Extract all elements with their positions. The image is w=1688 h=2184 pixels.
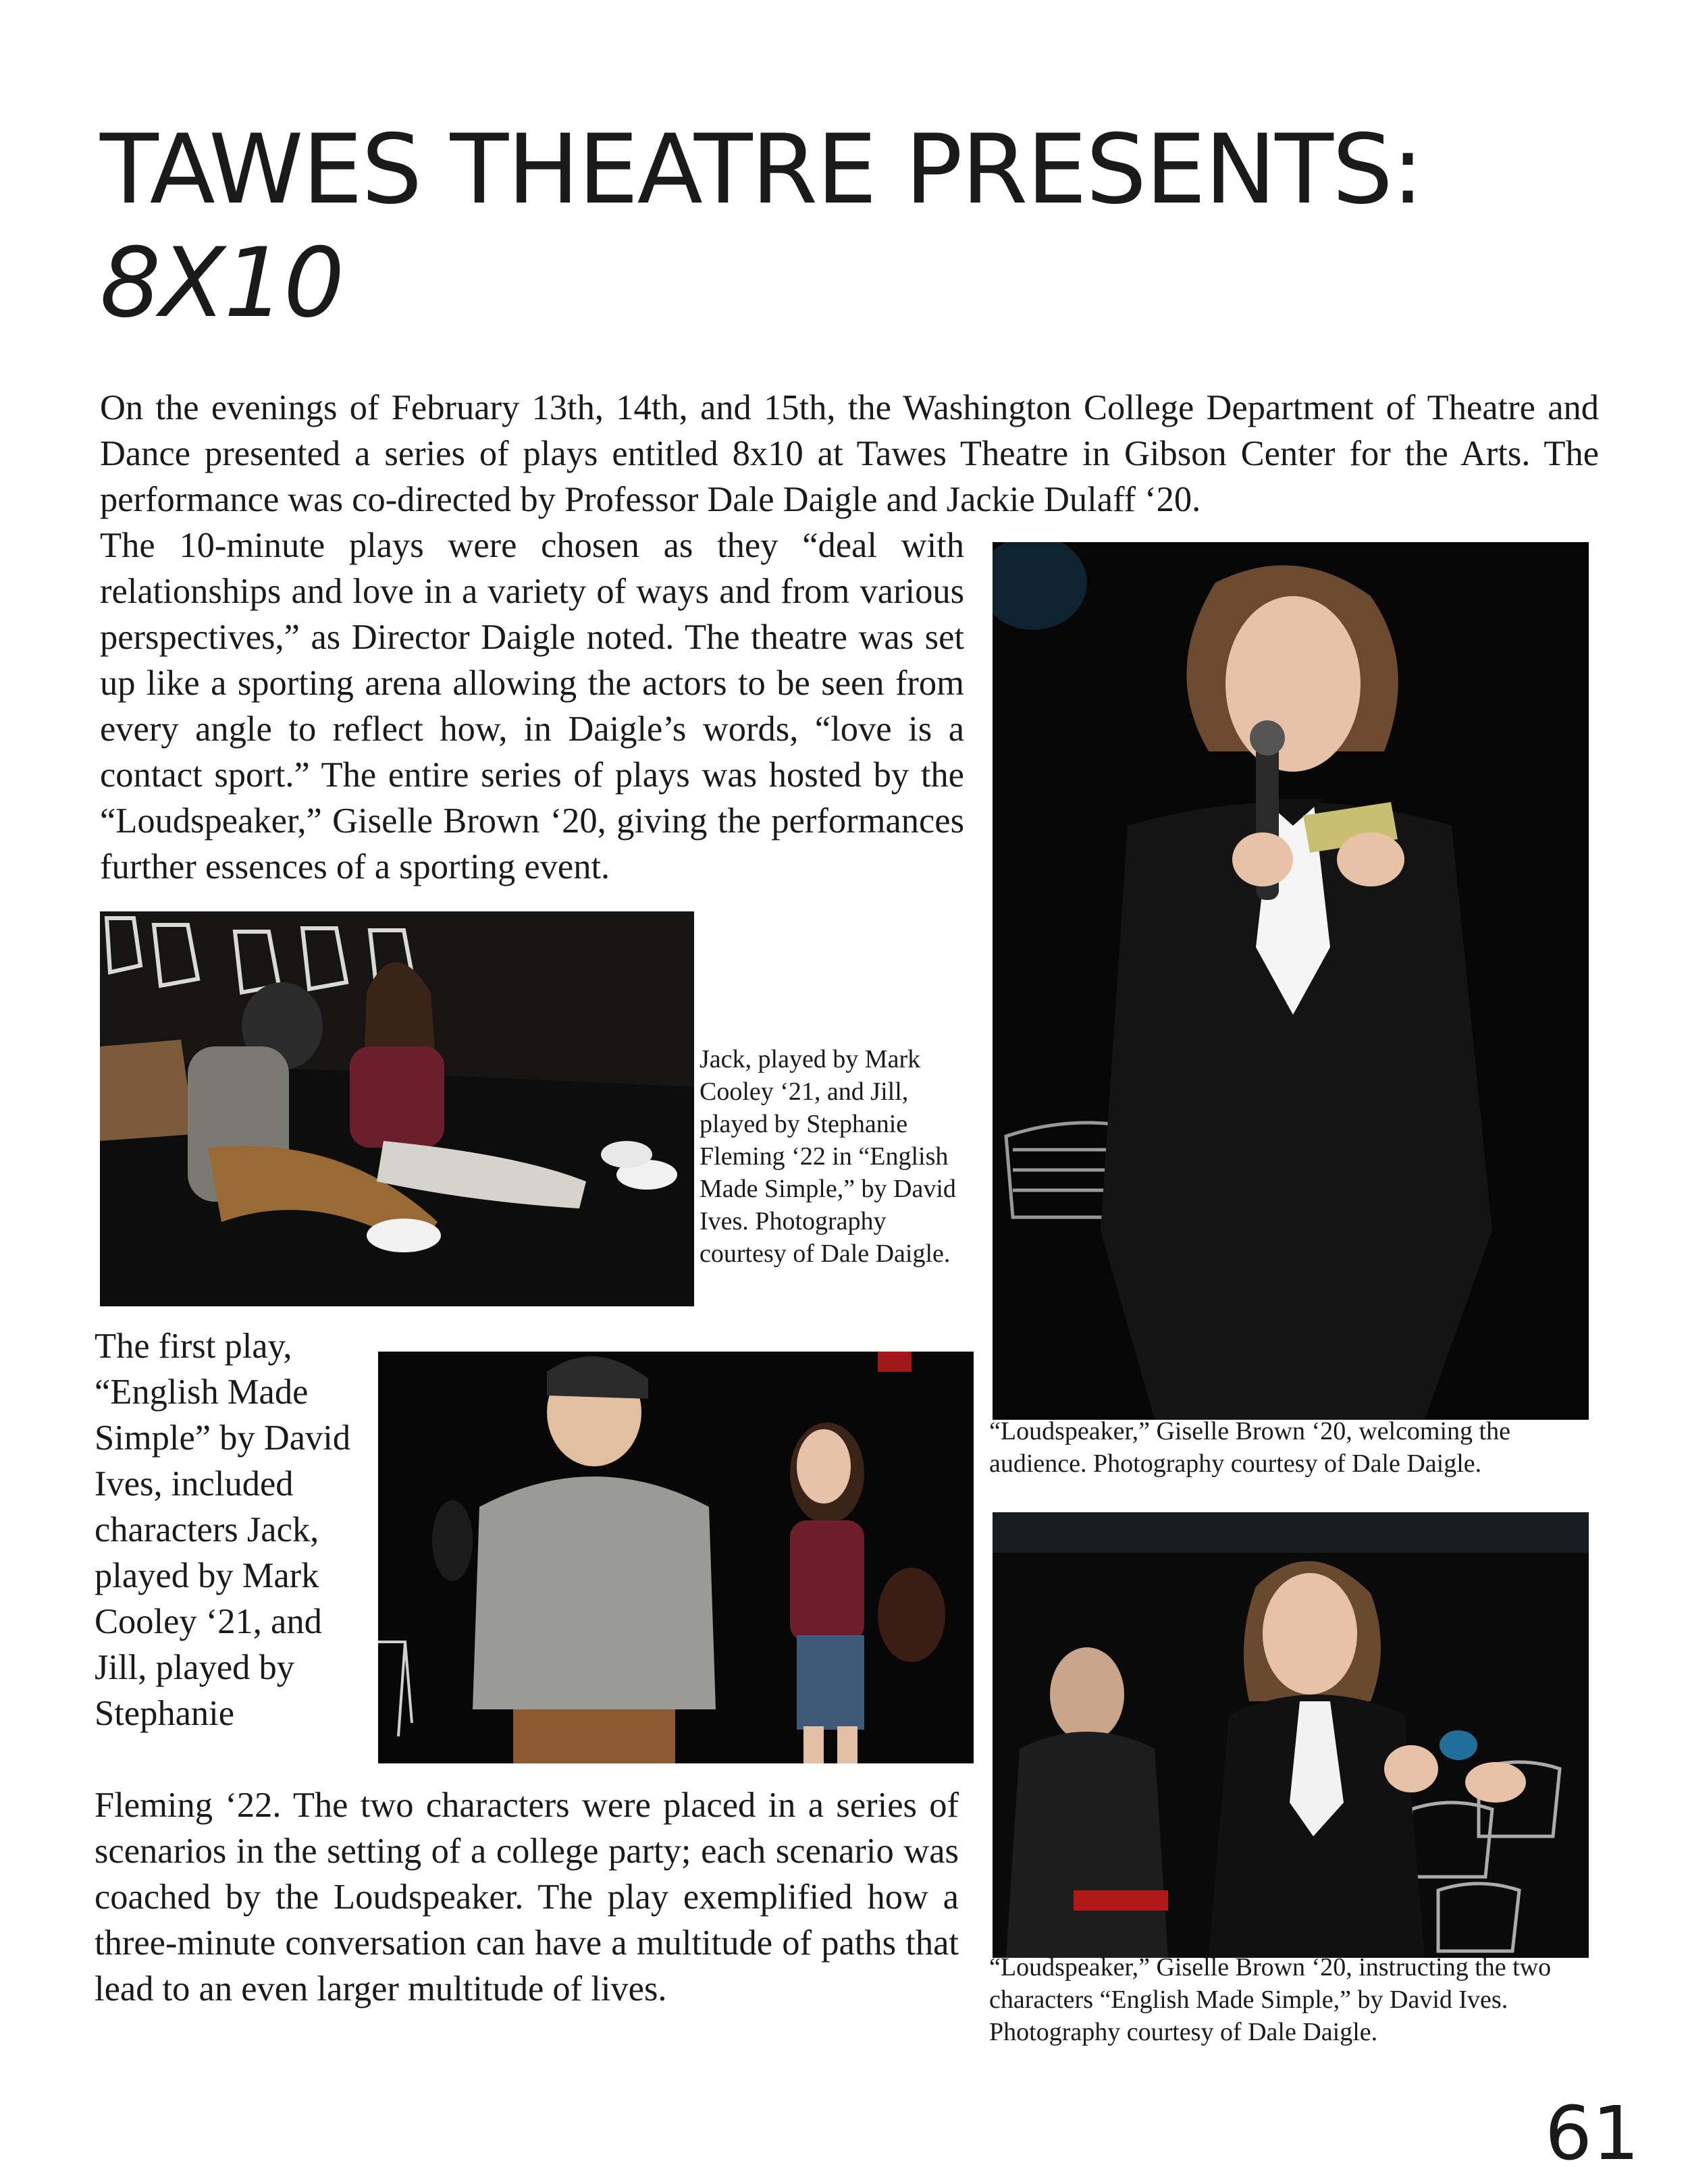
- caption-jack-and-jill: Jack, played by Mark Cooley ‘21, and Jill, played by Stephanie Fleming ‘22 in “English Made Simple,” by David Ives. Photography courtesy of Dale Daigle.: [700, 1045, 956, 1268]
- page-number: 61: [1545, 2090, 1639, 2177]
- photo-jack-and-jill-standing: [378, 1352, 974, 1763]
- photo-loudspeaker-welcoming: [993, 542, 1589, 1420]
- title-line-1: TAWES THEATRE PRESENTS:: [100, 114, 1423, 225]
- page-title: [100, 113, 1619, 340]
- second-paragraph-continued: Fleming ‘22. The two characters were placed in a series of scenarios in the setting of a college party; each scenario was coached by the Loudspeaker. The play exemplified how a three-minute conversation can have a multitude of paths that lead to an even larger multitude of lives.: [95, 1786, 959, 2008]
- title-line-2: 8X10: [100, 228, 344, 339]
- photo-jack-and-jill-seated-image: [100, 911, 694, 1306]
- intro-continued-paragraph: The 10-minute plays were chosen as they “deal with relationships and love in a variety of ways and from various perspectives,” as Director Daigle noted. The theatre was set up like a sporting arena allowing the actors to be seen from every angle to reflect how, in Daigle’s words, “love is a contact sport.” The entire series of plays was hosted by the “Loudspeaker,” Giselle Brown ‘20, giving the performances further essences of a sporting event.: [100, 526, 964, 886]
- photo-jack-and-jill-seated: [100, 911, 694, 1306]
- photo-jack-and-jill-standing-image: [378, 1352, 974, 1763]
- photo-loudspeaker-instructing: [993, 1512, 1589, 1958]
- second-paragraph-start: The first play, “English Made Simple” by David Ives, included characters Jack, played by Mark Cooley ‘21, and Jill, played by Stephanie: [95, 1327, 351, 1733]
- intro-paragraph: On the evenings of February 13th, 14th, and 15th, the Washington College Department of Theatre and Dance presented a series of plays entitled 8x10 at Tawes Theatre in Gibson Center for the Arts. The performance was co-directed by Professor Dale Daigle and Jackie Dulaff ‘20.: [100, 388, 1599, 519]
- photo-loudspeaker-instructing-image: [993, 1512, 1589, 1958]
- caption-loudspeaker-instructing: “Loudspeaker,” Giselle Brown ‘20, instructing the two characters “English Made Simple,” by David Ives. Photography courtesy of Dale Daigle.: [989, 1953, 1552, 2046]
- caption-loudspeaker-welcoming: “Loudspeaker,” Giselle Brown ‘20, welcoming the audience. Photography courtesy of Dale Daigle.: [989, 1417, 1510, 1478]
- photo-loudspeaker-welcoming-image: [993, 542, 1589, 1420]
